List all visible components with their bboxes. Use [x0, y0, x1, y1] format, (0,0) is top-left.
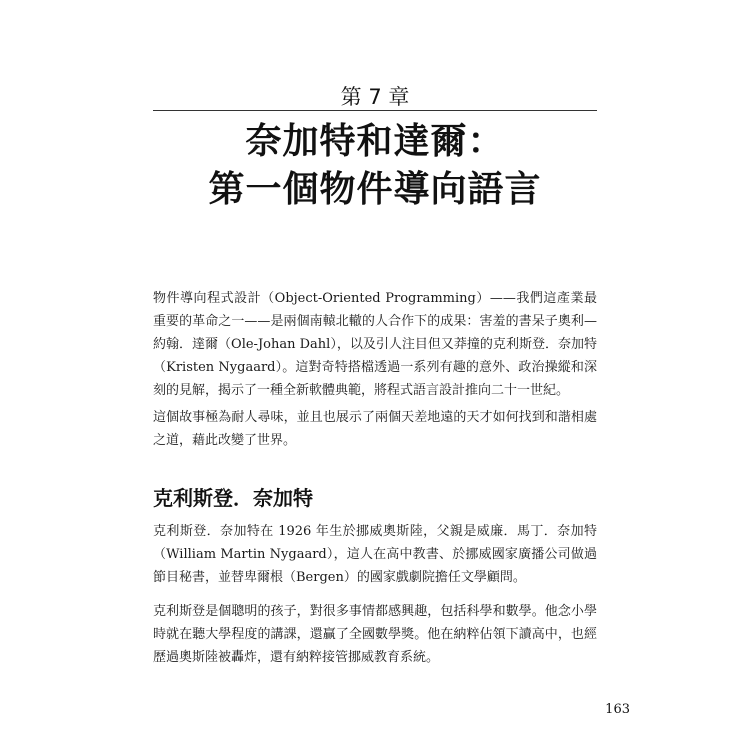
intro-paragraph-1: 物件導向程式設計（Object-Oriented Programming）——我們這產業最重要的革命之一——是兩個南轅北轍的人合作下的成果：害羞的書呆子奧利—約翰．達爾（Ole-Johan Dahl），以及引人注目但又莽撞的克利斯登．奈加特（Kristen Nygaard）。這對奇特搭檔透過一系列有趣的意外、政治操縱和深刻的見解，揭示了一種全新軟體典範，將程式語言設計推向二十一世紀。 — [153, 291, 597, 398]
chapter-divider — [153, 110, 597, 111]
chapter-title — [100, 118, 650, 214]
chapter-label: 第 7 章 — [340, 85, 410, 109]
section-heading: 克利斯登．奈加特 — [153, 486, 313, 510]
page-number: 163 — [605, 702, 630, 717]
chapter-title-line1: 奈加特和達爾： — [245, 121, 505, 162]
section-paragraph-1: 克利斯登．奈加特在 1926 年生於挪威奧斯陸，父親是威廉．馬丁．奈加特（William Martin Nygaard），這人在高中教書、於挪威國家廣播公司做過節目秘書，並替卑爾根（Bergen）的國家戲劇院擔任文學顧問。 — [153, 524, 597, 585]
intro-paragraph-2: 這個故事極為耐人尋味，並且也展示了兩個天差地遠的天才如何找到和諧相處之道，藉此改變了世界。 — [153, 410, 597, 448]
chapter-title-line2: 第一個物件導向語言 — [208, 169, 542, 210]
section-paragraph-2: 克利斯登是個聰明的孩子，對很多事情都感興趣，包括科學和數學。他念小學時就在聽大學程度的講課，還贏了全國數學獎。他在納粹佔領下讀高中，也經歷過奧斯陸被轟炸，還有納粹接管挪威教育系統。 — [153, 604, 597, 665]
